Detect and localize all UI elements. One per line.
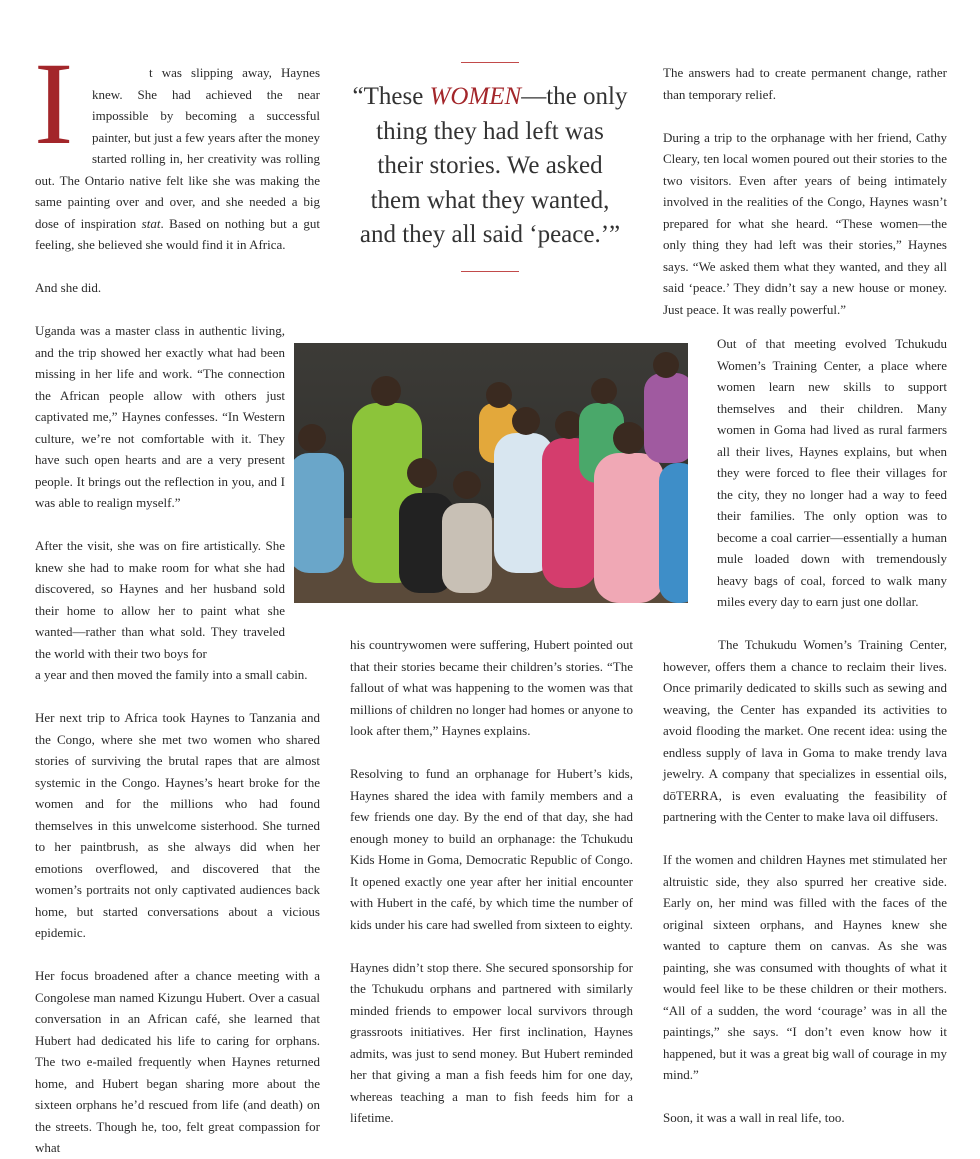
drop-cap: I xyxy=(34,38,74,169)
col3-paragraph-4: The Tchukudu Women’s Training Center, however, offers them a chance to reclaim their lives. Once primarily dedicated to skills such as sewing and weaving, the Center has expanded its activities to avoid flooding the market. One recent idea: using the endless supply of lava in Goma to make trendy lava jewelry. A company that specializes in essential oils, dōTERRA, is even evaluating the feasibility of partnering with the Center to make lava oil diffusers. xyxy=(663,637,947,824)
col1-paragraph-4-a: After the visit, she was on fire artistically. She knew she had to make room for what she had discovered, so Haynes and her husband sold their home to allow her to paint what she wanted—rather than what sold. They traveled the world with their two boys for xyxy=(35,538,285,661)
col2-paragraph-2: Resolving to fund an orphanage for Hubert’s kids, Haynes shared the idea with family members and a few friends one day. By the end of that day, she had enough money to build an orphanage: the Tchukudu Kids Home in Goma, Democratic Republic of Congo. It opened exactly one year after her initial encounter with Hubert in the café, by which time the number of kids under his care had swelled from sixteen to eighty. xyxy=(350,766,633,932)
col1-p1-emphasis: stat xyxy=(141,215,161,231)
col3-paragraph-6: Soon, it was a wall in real life, too. xyxy=(663,1110,845,1125)
column-3-top xyxy=(663,62,947,320)
col1-p1-part-b: . Based on nothing but a gut feeling, she believed she would find it in Africa. xyxy=(35,215,320,252)
col3-paragraph-1: The answers had to create permanent change, rather than temporary relief. xyxy=(663,65,947,102)
col2-paragraph-1: his countrywomen were suffering, Hubert pointed out that their stories became their children’s stories. “The fallout of what was happening to the women was that millions of children no longer had homes or anyone to look after them,” Haynes explains. xyxy=(350,637,633,738)
pull-quote-emphasis: WOMEN xyxy=(429,83,522,110)
col3-paragraph-3: Out of that meeting evolved Tchukudu Women’s Training Center, a place where women learn new skills to support themselves and their children. Many women in Goma had lived as rural farmers all their lives, Haynes explains, but when they were forced to flee their villages for the city, they no longer had a way to feed their families. The only option was to become a coal carrier—essentially a human mule loaded down with tremendously heavy bags of coal, forced to walk many miles every day to earn just one dollar. xyxy=(717,336,947,609)
col1-p1-part-a: t was slipping away, Haynes knew. She had achieved the near impossible by becoming a successful painter, but just a few years after the money started rolling in, her creativity was rolling out. The Ontario native felt like she was making the same painting over and over, and she needed a big dose of inspiration xyxy=(35,65,320,231)
group-of-women-photo xyxy=(294,343,688,603)
col3-paragraph-5: If the women and children Haynes met stimulated her altruistic side, they also spurred her creative side. Early on, her mind was filled with the faces of the original sixteen orphans, and Haynes knew she wanted to capture them on canvas. As she was painting, she was consumed with thoughts of what it would feel like to be these children or their mothers. “All of a sudden, the word ‘courage’ was in all the paintings,” she says. “I don’t even know how it happened, but it was a great big wall of courage in my mind.” xyxy=(663,852,947,1082)
col1-paragraph-2: And she did. xyxy=(35,280,102,295)
column-3-narrow xyxy=(717,333,947,613)
pull-quote-pre: “These xyxy=(352,83,430,110)
col1-paragraph-3: Uganda was a master class in authentic living, and the trip showed her exactly what had been missing in her life and work. “The connection the African people allow with others just captivated me,” Haynes confesses. “In Western culture, we’re not comfortable with it. They have such open hearts and are a very present people. It brings out the reflection in you, and I was able to realign myself.” xyxy=(35,323,285,510)
col1-paragraph-1 xyxy=(35,62,320,256)
pull-quote xyxy=(352,62,628,272)
column-3-bottom xyxy=(663,634,947,1129)
col1-paragraph-6: Her focus broadened after a chance meeting with a Congolese man named Kizungu Hubert. Over a casual conversation in an African café, she learned that Hubert had dedicated his life to caring for orphans. The two e-mailed frequently when Haynes returned home, and Hubert began sharing more about the sixteen orphans he’d rescued from life (and death) on the streets. Though he, too, felt great compassion for what xyxy=(35,968,320,1155)
col1-paragraph-4-b: a year and then moved the family into a small cabin. xyxy=(35,667,308,682)
column-2 xyxy=(350,634,633,1129)
column-1-main xyxy=(35,62,320,1159)
col2-paragraph-3: Haynes didn’t stop there. She secured sponsorship for the Tchukudu orphans and partnered with similarly minded friends to empower local survivors through grassroots initiatives. Her first inclination, Haynes admits, was just to send money. But Hubert reminded her that giving a man a fish feeds him for one day, whereas teaching a man to fish feeds him for a lifetime. xyxy=(350,959,633,1125)
col3-paragraph-2: During a trip to the orphanage with her friend, Cathy Cleary, ten local women poured out their stories to the two visitors. Even after years of being intimately involved in the realities of the Congo, Haynes wasn’t prepared for what she heard. “These women—the only thing they had left was their stories,” Haynes says. “We asked them what they wanted, and they all said ‘peace.’ They didn’t say a new house or money. Just peace. It was really powerful.” xyxy=(663,129,947,317)
pull-quote-text xyxy=(352,63,628,271)
col1-paragraph-5: Her next trip to Africa took Haynes to Tanzania and the Congo, where she met two women who shared stories of surviving the brutal rapes that are almost systemic in the Congo. Haynes’s heart broke for the women and for the millions who had found themselves in this unwelcome sisterhood. She turned to her paintbrush, as she always did when her emotions overflowed, and discovered that the women’s portraits not only captivated audiences back home, but started conversations about a vicious epidemic. xyxy=(35,710,320,940)
pull-quote-post: —the only thing they had left was their stories. We asked them what they wanted, and they all said ‘peace.’” xyxy=(359,83,628,248)
dropcap-spacer xyxy=(35,62,92,169)
pull-quote-rule-bottom xyxy=(461,271,519,272)
